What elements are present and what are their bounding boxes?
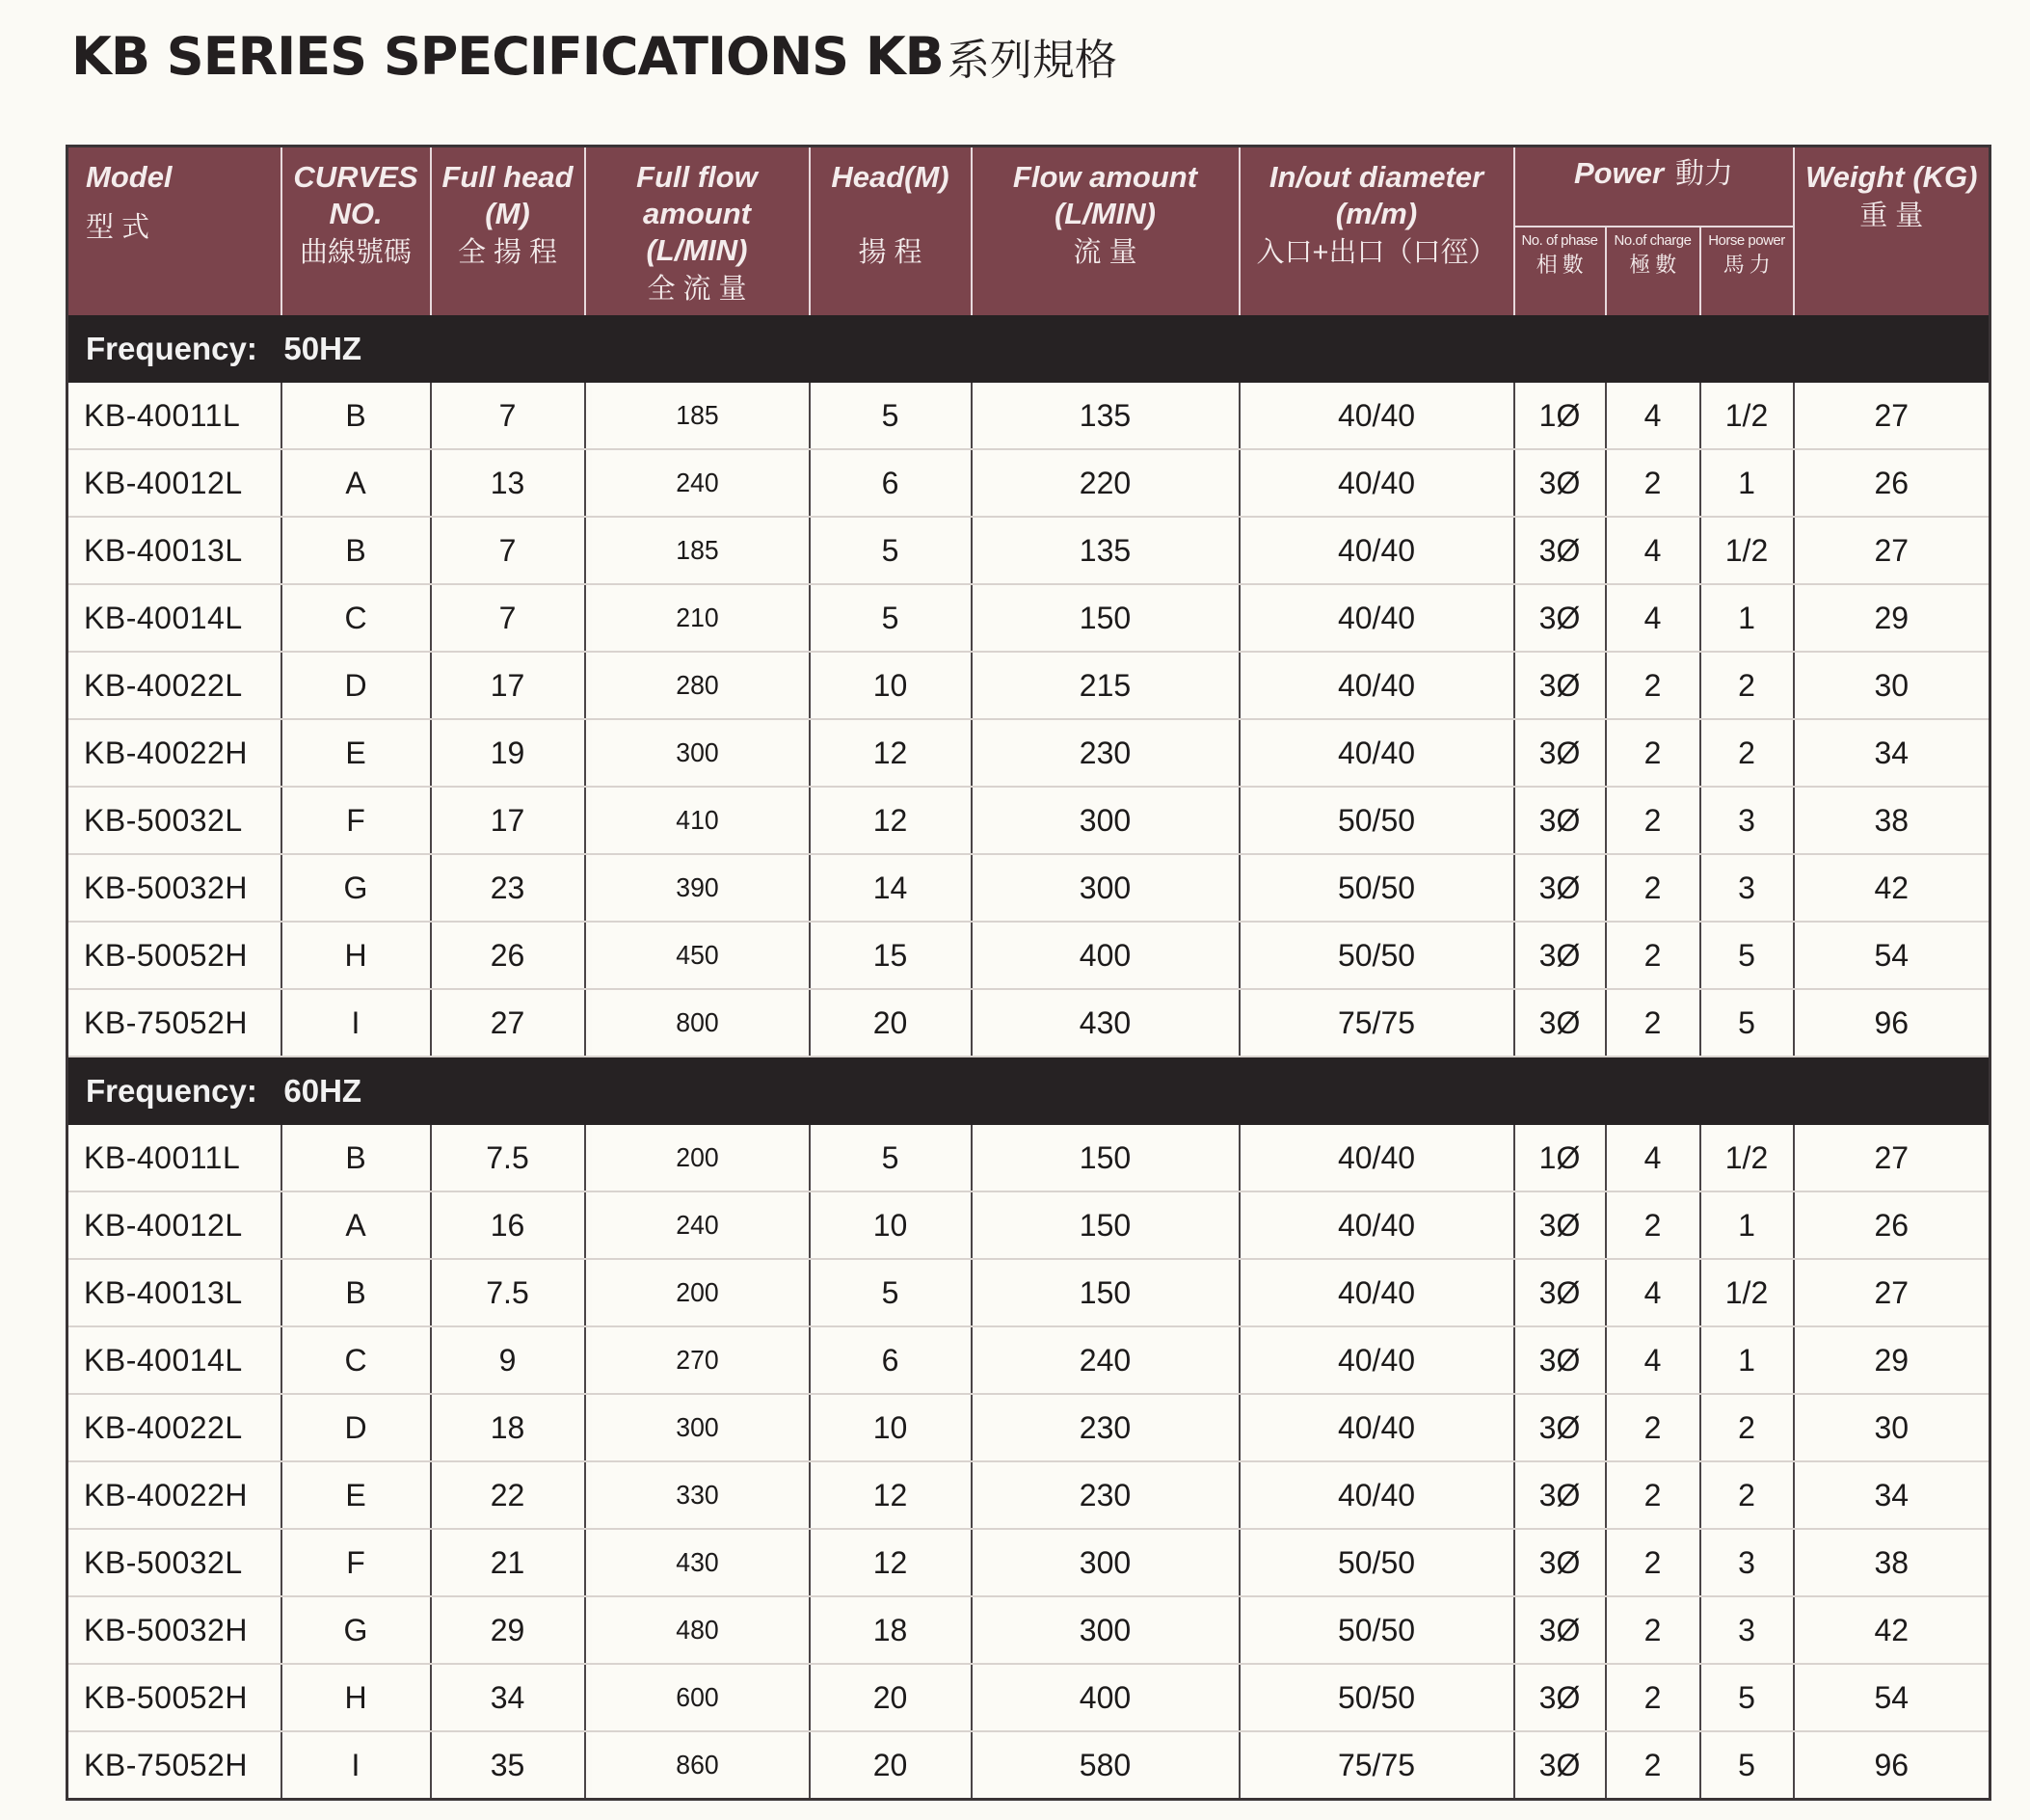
full-flow-cell: 280	[590, 652, 803, 719]
flow-amount-cell: 300	[972, 787, 1240, 854]
table-row	[67, 1259, 1990, 1326]
horse-power-cell: 1	[1700, 1191, 1794, 1259]
header-weight-zh: 重 量	[1859, 201, 1924, 231]
header-curves-zh: 曲線號碼	[299, 237, 412, 268]
curve-cell: H	[281, 922, 431, 989]
table-row	[67, 1326, 1990, 1394]
header-model-en: Model	[86, 160, 173, 194]
header-head	[810, 147, 972, 316]
full-head-cell: 7	[431, 383, 585, 449]
phase-cell: 1Ø	[1514, 1125, 1606, 1191]
full-head-cell: 7.5	[431, 1125, 585, 1191]
head-cell: 5	[810, 1259, 972, 1326]
table-row	[67, 1461, 1990, 1529]
header-charge-zh: 極 數	[1629, 252, 1676, 277]
diameter-cell: 50/50	[1240, 922, 1514, 989]
flow-amount-cell: 150	[972, 1191, 1240, 1259]
page-title	[71, 25, 1117, 87]
full-head-cell: 18	[431, 1394, 585, 1461]
model-cell: KB-40022H	[67, 719, 281, 787]
horse-power-cell: 1/2	[1700, 1259, 1794, 1326]
weight-cell: 54	[1794, 922, 1990, 989]
curve-cell: I	[281, 989, 431, 1057]
diameter-cell: 40/40	[1240, 449, 1514, 517]
phase-cell: 3Ø	[1514, 922, 1606, 989]
table-row	[67, 1529, 1990, 1596]
model-cell: KB-40012L	[67, 1191, 281, 1259]
table-row	[67, 922, 1990, 989]
model-cell: KB-40022L	[67, 1394, 281, 1461]
header-full-flow	[585, 147, 810, 316]
table-row	[67, 449, 1990, 517]
full-flow-cell: 200	[590, 1125, 803, 1191]
charge-cell: 2	[1606, 449, 1700, 517]
weight-cell: 38	[1794, 787, 1990, 854]
diameter-cell: 50/50	[1240, 1664, 1514, 1731]
header-model	[67, 147, 281, 316]
weight-cell: 34	[1794, 719, 1990, 787]
full-flow-cell: 860	[590, 1731, 803, 1800]
header-curves	[281, 147, 431, 316]
table-row	[67, 584, 1990, 652]
header-charge	[1606, 227, 1700, 315]
page-title-cjk: 系列規格	[947, 36, 1117, 85]
model-cell: KB-50032H	[67, 854, 281, 922]
model-cell: KB-40011L	[67, 383, 281, 449]
phase-cell: 3Ø	[1514, 854, 1606, 922]
charge-cell: 2	[1606, 922, 1700, 989]
charge-cell: 4	[1606, 1125, 1700, 1191]
model-cell: KB-75052H	[67, 1731, 281, 1800]
flow-amount-cell: 135	[972, 517, 1240, 584]
flow-amount-cell: 150	[972, 584, 1240, 652]
curve-cell: G	[281, 1596, 431, 1664]
curve-cell: B	[281, 383, 431, 449]
model-cell: KB-50032H	[67, 1596, 281, 1664]
head-cell: 15	[810, 922, 972, 989]
flow-amount-cell: 400	[972, 922, 1240, 989]
table-row	[67, 854, 1990, 922]
model-cell: KB-40022H	[67, 1461, 281, 1529]
horse-power-cell: 1	[1700, 1326, 1794, 1394]
diameter-cell: 40/40	[1240, 1125, 1514, 1191]
horse-power-cell: 2	[1700, 1394, 1794, 1461]
full-flow-cell: 300	[590, 719, 803, 787]
head-cell: 20	[810, 989, 972, 1057]
table-row	[67, 1596, 1990, 1664]
flow-amount-cell: 300	[972, 854, 1240, 922]
head-cell: 5	[810, 584, 972, 652]
head-cell: 12	[810, 719, 972, 787]
full-head-cell: 13	[431, 449, 585, 517]
head-cell: 12	[810, 1529, 972, 1596]
charge-cell: 2	[1606, 1664, 1700, 1731]
curve-cell: F	[281, 1529, 431, 1596]
charge-cell: 2	[1606, 1191, 1700, 1259]
horse-power-cell: 2	[1700, 719, 1794, 787]
horse-power-cell: 5	[1700, 989, 1794, 1057]
weight-cell: 54	[1794, 1664, 1990, 1731]
flow-amount-cell: 430	[972, 989, 1240, 1057]
full-flow-cell: 800	[590, 989, 803, 1057]
header-head-en: Head(M)	[831, 160, 949, 194]
curve-cell: A	[281, 449, 431, 517]
full-head-cell: 26	[431, 922, 585, 989]
table-row	[67, 383, 1990, 449]
charge-cell: 4	[1606, 517, 1700, 584]
full-flow-cell: 450	[590, 922, 803, 989]
phase-cell: 3Ø	[1514, 1731, 1606, 1800]
curve-cell: D	[281, 1394, 431, 1461]
diameter-cell: 40/40	[1240, 517, 1514, 584]
full-head-cell: 22	[431, 1461, 585, 1529]
table-body	[67, 315, 1990, 1800]
flow-amount-cell: 400	[972, 1664, 1240, 1731]
head-cell: 20	[810, 1664, 972, 1731]
charge-cell: 4	[1606, 1259, 1700, 1326]
horse-power-cell: 1	[1700, 449, 1794, 517]
horse-power-cell: 2	[1700, 652, 1794, 719]
header-power	[1514, 147, 1794, 227]
horse-power-cell: 3	[1700, 1529, 1794, 1596]
weight-cell: 34	[1794, 1461, 1990, 1529]
curve-cell: D	[281, 652, 431, 719]
full-head-cell: 21	[431, 1529, 585, 1596]
table-header	[67, 147, 1990, 316]
flow-amount-cell: 150	[972, 1125, 1240, 1191]
table-row	[67, 1125, 1990, 1191]
curve-cell: E	[281, 1461, 431, 1529]
phase-cell: 3Ø	[1514, 1461, 1606, 1529]
charge-cell: 2	[1606, 1596, 1700, 1664]
diameter-cell: 40/40	[1240, 652, 1514, 719]
weight-cell: 38	[1794, 1529, 1990, 1596]
full-flow-cell: 410	[590, 787, 803, 854]
header-power-zh: 動力	[1675, 158, 1734, 190]
weight-cell: 26	[1794, 1191, 1990, 1259]
curve-cell: B	[281, 1125, 431, 1191]
full-head-cell: 35	[431, 1731, 585, 1800]
flow-amount-cell: 220	[972, 449, 1240, 517]
full-head-cell: 19	[431, 719, 585, 787]
frequency-label: Frequency: 50HZ	[67, 315, 1990, 383]
curve-cell: E	[281, 719, 431, 787]
header-full-flow-en: Full flow amount (L/MIN)	[636, 160, 758, 267]
head-cell: 6	[810, 1326, 972, 1394]
phase-cell: 3Ø	[1514, 1259, 1606, 1326]
full-flow-cell: 240	[590, 449, 803, 517]
page-title-main: KB SERIES SPECIFICATIONS KB	[71, 26, 944, 87]
model-cell: KB-40022L	[67, 652, 281, 719]
model-cell: KB-50032L	[67, 787, 281, 854]
full-flow-cell: 270	[590, 1326, 803, 1394]
curve-cell: C	[281, 1326, 431, 1394]
charge-cell: 2	[1606, 989, 1700, 1057]
header-charge-en: No.of charge	[1614, 231, 1692, 249]
flow-amount-cell: 230	[972, 1461, 1240, 1529]
diameter-cell: 40/40	[1240, 719, 1514, 787]
full-head-cell: 17	[431, 787, 585, 854]
header-model-zh: 型 式	[86, 212, 150, 243]
weight-cell: 26	[1794, 449, 1990, 517]
table-row	[67, 517, 1990, 584]
head-cell: 14	[810, 854, 972, 922]
weight-cell: 42	[1794, 854, 1990, 922]
charge-cell: 2	[1606, 1529, 1700, 1596]
phase-cell: 3Ø	[1514, 1326, 1606, 1394]
head-cell: 5	[810, 1125, 972, 1191]
weight-cell: 27	[1794, 1125, 1990, 1191]
weight-cell: 27	[1794, 517, 1990, 584]
head-cell: 5	[810, 383, 972, 449]
model-cell: KB-50052H	[67, 922, 281, 989]
flow-amount-cell: 230	[972, 1394, 1240, 1461]
full-head-cell: 17	[431, 652, 585, 719]
diameter-cell: 40/40	[1240, 584, 1514, 652]
charge-cell: 2	[1606, 1394, 1700, 1461]
full-flow-cell: 600	[590, 1664, 803, 1731]
diameter-cell: 50/50	[1240, 854, 1514, 922]
charge-cell: 2	[1606, 652, 1700, 719]
header-full-head-en: Full head (M)	[441, 160, 574, 230]
horse-power-cell: 5	[1700, 1731, 1794, 1800]
full-flow-cell: 185	[590, 383, 803, 449]
frequency-row	[67, 315, 1990, 383]
phase-cell: 3Ø	[1514, 584, 1606, 652]
diameter-cell: 50/50	[1240, 787, 1514, 854]
table-row	[67, 652, 1990, 719]
table-row	[67, 787, 1990, 854]
header-full-head-zh: 全 揚 程	[457, 237, 558, 268]
curve-cell: A	[281, 1191, 431, 1259]
diameter-cell: 50/50	[1240, 1529, 1514, 1596]
model-cell: KB-40013L	[67, 517, 281, 584]
weight-cell: 96	[1794, 989, 1990, 1057]
model-cell: KB-75052H	[67, 989, 281, 1057]
table-row	[67, 1664, 1990, 1731]
header-horse-power-en: Horse power	[1708, 231, 1785, 249]
header-horse-power	[1700, 227, 1794, 315]
model-cell: KB-40013L	[67, 1259, 281, 1326]
head-cell: 20	[810, 1731, 972, 1800]
header-flow-amount-zh: 流 量	[1073, 237, 1137, 268]
weight-cell: 29	[1794, 584, 1990, 652]
curve-cell: I	[281, 1731, 431, 1800]
header-diameter-zh: 入口+出口（口徑）	[1256, 237, 1497, 268]
full-flow-cell: 390	[590, 854, 803, 922]
full-flow-cell: 480	[590, 1596, 803, 1664]
header-flow-amount-en: Flow amount (L/MIN)	[1012, 160, 1198, 230]
table-row	[67, 1394, 1990, 1461]
header-diameter	[1240, 147, 1514, 316]
flow-amount-cell: 215	[972, 652, 1240, 719]
curve-cell: B	[281, 1259, 431, 1326]
weight-cell: 30	[1794, 652, 1990, 719]
header-curves-en: CURVES NO.	[293, 160, 418, 230]
horse-power-cell: 3	[1700, 854, 1794, 922]
diameter-cell: 75/75	[1240, 1731, 1514, 1800]
header-full-head	[431, 147, 585, 316]
curve-cell: C	[281, 584, 431, 652]
horse-power-cell: 1/2	[1700, 517, 1794, 584]
header-power-en: Power	[1573, 156, 1665, 190]
charge-cell: 2	[1606, 1461, 1700, 1529]
model-cell: KB-40012L	[67, 449, 281, 517]
phase-cell: 3Ø	[1514, 719, 1606, 787]
phase-cell: 3Ø	[1514, 1191, 1606, 1259]
head-cell: 10	[810, 1191, 972, 1259]
horse-power-cell: 1/2	[1700, 383, 1794, 449]
charge-cell: 2	[1606, 854, 1700, 922]
full-head-cell: 16	[431, 1191, 585, 1259]
header-diameter-en: In/out diameter (m/m)	[1269, 160, 1484, 230]
header-flow-amount	[972, 147, 1240, 316]
charge-cell: 4	[1606, 584, 1700, 652]
flow-amount-cell: 150	[972, 1259, 1240, 1326]
full-head-cell: 34	[431, 1664, 585, 1731]
phase-cell: 3Ø	[1514, 449, 1606, 517]
diameter-cell: 40/40	[1240, 1259, 1514, 1326]
frequency-label: Frequency: 60HZ	[67, 1057, 1990, 1125]
diameter-cell: 40/40	[1240, 1461, 1514, 1529]
weight-cell: 29	[1794, 1326, 1990, 1394]
head-cell: 10	[810, 1394, 972, 1461]
header-head-zh: 揚 程	[858, 237, 922, 268]
phase-cell: 3Ø	[1514, 787, 1606, 854]
full-flow-cell: 300	[590, 1394, 803, 1461]
diameter-cell: 75/75	[1240, 989, 1514, 1057]
phase-cell: 1Ø	[1514, 383, 1606, 449]
full-flow-cell: 210	[590, 584, 803, 652]
full-head-cell: 7	[431, 584, 585, 652]
model-cell: KB-50052H	[67, 1664, 281, 1731]
full-flow-cell: 330	[590, 1461, 803, 1529]
header-weight	[1794, 147, 1990, 316]
flow-amount-cell: 580	[972, 1731, 1240, 1800]
flow-amount-cell: 300	[972, 1596, 1240, 1664]
full-flow-cell: 200	[590, 1259, 803, 1326]
full-flow-cell: 430	[590, 1529, 803, 1596]
phase-cell: 3Ø	[1514, 1394, 1606, 1461]
full-head-cell: 29	[431, 1596, 585, 1664]
full-head-cell: 7.5	[431, 1259, 585, 1326]
full-flow-cell: 185	[590, 517, 803, 584]
head-cell: 12	[810, 1461, 972, 1529]
curve-cell: B	[281, 517, 431, 584]
header-phase-en: No. of phase	[1521, 231, 1598, 249]
header-horse-power-zh: 馬 力	[1723, 252, 1771, 277]
head-cell: 6	[810, 449, 972, 517]
diameter-cell: 40/40	[1240, 1191, 1514, 1259]
full-head-cell: 27	[431, 989, 585, 1057]
horse-power-cell: 1/2	[1700, 1125, 1794, 1191]
spec-table	[66, 145, 1991, 1801]
diameter-cell: 40/40	[1240, 1394, 1514, 1461]
table-row	[67, 1731, 1990, 1800]
flow-amount-cell: 240	[972, 1326, 1240, 1394]
table-row	[67, 719, 1990, 787]
header-full-flow-zh: 全 流 量	[647, 274, 747, 305]
phase-cell: 3Ø	[1514, 517, 1606, 584]
model-cell: KB-40014L	[67, 1326, 281, 1394]
phase-cell: 3Ø	[1514, 652, 1606, 719]
head-cell: 10	[810, 652, 972, 719]
curve-cell: H	[281, 1664, 431, 1731]
phase-cell: 3Ø	[1514, 1596, 1606, 1664]
header-phase-zh: 相 數	[1536, 252, 1584, 277]
charge-cell: 2	[1606, 1731, 1700, 1800]
charge-cell: 4	[1606, 383, 1700, 449]
horse-power-cell: 5	[1700, 1664, 1794, 1731]
phase-cell: 3Ø	[1514, 1529, 1606, 1596]
weight-cell: 27	[1794, 383, 1990, 449]
full-flow-cell: 240	[590, 1191, 803, 1259]
head-cell: 5	[810, 517, 972, 584]
horse-power-cell: 5	[1700, 922, 1794, 989]
table-row	[67, 1191, 1990, 1259]
weight-cell: 27	[1794, 1259, 1990, 1326]
diameter-cell: 40/40	[1240, 1326, 1514, 1394]
diameter-cell: 50/50	[1240, 1596, 1514, 1664]
head-cell: 18	[810, 1596, 972, 1664]
header-weight-en: Weight (KG)	[1804, 160, 1978, 194]
model-cell: KB-40011L	[67, 1125, 281, 1191]
model-cell: KB-40014L	[67, 584, 281, 652]
horse-power-cell: 2	[1700, 1461, 1794, 1529]
full-head-cell: 7	[431, 517, 585, 584]
table-row	[67, 989, 1990, 1057]
charge-cell: 4	[1606, 1326, 1700, 1394]
curve-cell: G	[281, 854, 431, 922]
charge-cell: 2	[1606, 719, 1700, 787]
model-cell: KB-50032L	[67, 1529, 281, 1596]
header-phase	[1514, 227, 1606, 315]
head-cell: 12	[810, 787, 972, 854]
frequency-row	[67, 1057, 1990, 1125]
curve-cell: F	[281, 787, 431, 854]
phase-cell: 3Ø	[1514, 1664, 1606, 1731]
full-head-cell: 23	[431, 854, 585, 922]
flow-amount-cell: 300	[972, 1529, 1240, 1596]
flow-amount-cell: 230	[972, 719, 1240, 787]
diameter-cell: 40/40	[1240, 383, 1514, 449]
full-head-cell: 9	[431, 1326, 585, 1394]
weight-cell: 96	[1794, 1731, 1990, 1800]
horse-power-cell: 3	[1700, 787, 1794, 854]
weight-cell: 30	[1794, 1394, 1990, 1461]
charge-cell: 2	[1606, 787, 1700, 854]
horse-power-cell: 1	[1700, 584, 1794, 652]
flow-amount-cell: 135	[972, 383, 1240, 449]
horse-power-cell: 3	[1700, 1596, 1794, 1664]
weight-cell: 42	[1794, 1596, 1990, 1664]
phase-cell: 3Ø	[1514, 989, 1606, 1057]
